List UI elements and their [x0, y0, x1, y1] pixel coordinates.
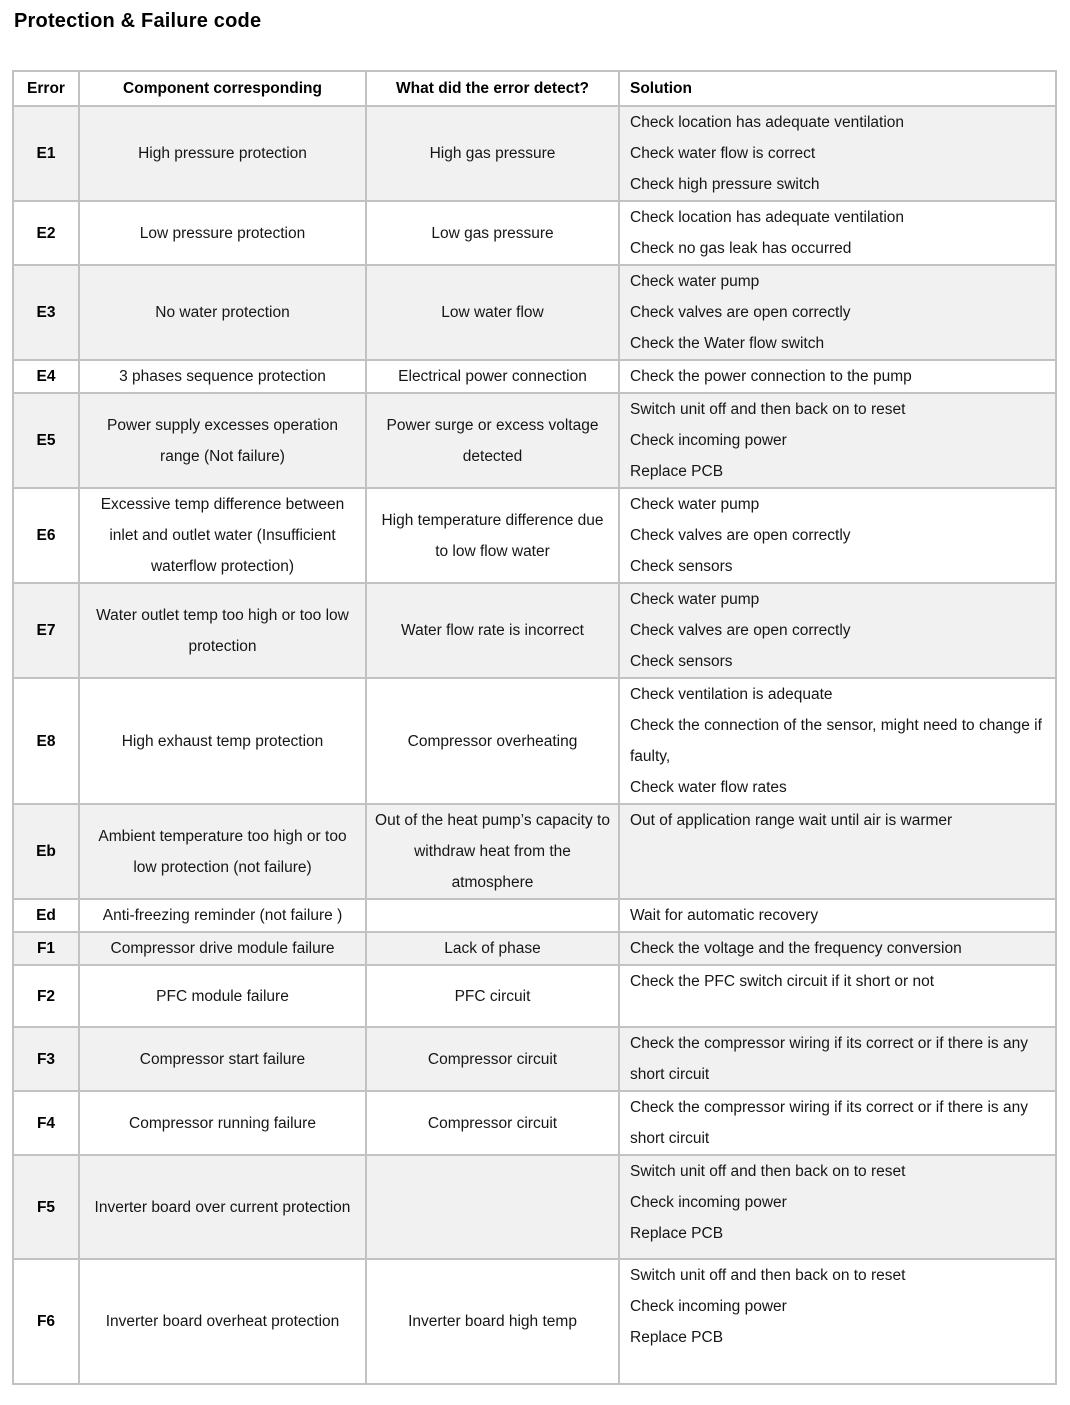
solution-cell — [619, 965, 1056, 1027]
table-row — [13, 393, 1056, 488]
error-code: Eb — [36, 843, 56, 860]
solution-cell — [619, 678, 1056, 804]
table-row — [13, 1091, 1056, 1155]
table-row — [13, 1155, 1056, 1259]
component-cell: 3 phases sequence protection — [79, 360, 366, 393]
header-detect: What did the error detect? — [366, 71, 619, 106]
error-code-cell — [13, 932, 79, 965]
component-cell: High exhaust temp protection — [79, 678, 366, 804]
solution-line: Switch unit off and then back on to reset — [630, 1163, 906, 1180]
component-cell: Compressor start failure — [79, 1027, 366, 1091]
error-code: F3 — [36, 1050, 56, 1068]
component-cell: Ambient temperature too high or too low protection (not failure) — [79, 804, 366, 899]
solution-line: Check the PFC switch circuit if it short or not — [630, 973, 935, 990]
solution-line: Check ventilation is adequate — [630, 686, 833, 703]
error-code-cell — [13, 804, 79, 899]
detect-cell: High gas pressure — [366, 106, 619, 201]
failure-code-table — [12, 70, 1057, 1385]
solution-cell — [619, 265, 1056, 360]
solution-cell — [619, 583, 1056, 678]
solution-line: Replace PCB — [630, 1329, 724, 1346]
solution-line: Check incoming power — [630, 1194, 787, 1211]
detect-cell: Out of the heat pump’s capacity to withdraw heat from the atmosphere — [366, 804, 619, 899]
error-code: E4 — [36, 368, 56, 385]
solution-cell — [619, 393, 1056, 488]
solution-line: Replace PCB — [630, 463, 724, 480]
solution-line: Check valves are open correctly — [630, 304, 851, 321]
error-code-cell — [13, 899, 79, 932]
error-code-cell — [13, 1155, 79, 1259]
component-cell: Low pressure protection — [79, 201, 366, 265]
component-cell: High pressure protection — [79, 106, 366, 201]
detect-cell: PFC circuit — [366, 965, 619, 1027]
error-code-cell — [13, 1027, 79, 1091]
solution-cell — [619, 1091, 1056, 1155]
solution-line: Check the connection of the sensor, might need to change if faulty, — [630, 717, 1042, 765]
detect-cell: Compressor circuit — [366, 1027, 619, 1091]
table-row — [13, 1027, 1056, 1091]
component-cell: Compressor running failure — [79, 1091, 366, 1155]
error-code: E3 — [36, 304, 56, 321]
solution-line: Check water pump — [630, 496, 760, 513]
detect-cell: High temperature difference due to low flow water — [366, 488, 619, 583]
error-code: F2 — [36, 987, 56, 1005]
error-code-cell — [13, 488, 79, 583]
table-header — [13, 71, 1056, 106]
component-cell: Inverter board overheat protection — [79, 1259, 366, 1384]
solution-line: Out of application range wait until air is warmer — [630, 812, 953, 829]
page-title: Protection & Failure code — [14, 10, 262, 32]
solution-cell — [619, 201, 1056, 265]
solution-line: Check location has adequate ventilation — [630, 209, 905, 226]
detect-cell: Low gas pressure — [366, 201, 619, 265]
detect-cell — [366, 899, 619, 932]
error-code-cell — [13, 393, 79, 488]
error-code: F6 — [36, 1313, 56, 1330]
component-cell: Inverter board over current protection — [79, 1155, 366, 1259]
component-cell: PFC module failure — [79, 965, 366, 1027]
table-row — [13, 965, 1056, 1027]
solution-line: Check water flow is correct — [630, 145, 816, 162]
detect-cell: Lack of phase — [366, 932, 619, 965]
error-code-cell — [13, 678, 79, 804]
error-code: E5 — [36, 432, 56, 449]
table-body — [13, 106, 1056, 1384]
component-cell: Power supply excesses operation range (Not failure) — [79, 393, 366, 488]
detect-cell: Electrical power connection — [366, 360, 619, 393]
table-row — [13, 488, 1056, 583]
error-code: E7 — [36, 622, 56, 639]
error-code: E8 — [36, 732, 56, 750]
solution-line: Check water flow rates — [630, 779, 787, 796]
solution-line: Check location has adequate ventilation — [630, 114, 905, 131]
error-code-cell — [13, 965, 79, 1027]
component-cell: Water outlet temp too high or too low protection — [79, 583, 366, 678]
error-code-cell — [13, 1091, 79, 1155]
header-solution: Solution — [619, 71, 1056, 106]
component-cell: No water protection — [79, 265, 366, 360]
solution-line: Check incoming power — [630, 432, 787, 449]
error-code: F1 — [36, 940, 56, 957]
header-row — [13, 71, 1056, 106]
solution-line: Check water pump — [630, 591, 760, 608]
solution-line: Replace PCB — [630, 1225, 724, 1242]
error-code: F5 — [36, 1198, 56, 1216]
component-cell: Anti-freezing reminder (not failure ) — [79, 899, 366, 932]
error-code-cell — [13, 106, 79, 201]
solution-line: Check the Water flow switch — [630, 335, 825, 352]
detect-cell: Low water flow — [366, 265, 619, 360]
solution-line: Check the voltage and the frequency conversion — [630, 940, 962, 957]
solution-line: Wait for automatic recovery — [630, 907, 819, 924]
table-row — [13, 804, 1056, 899]
solution-line: Check incoming power — [630, 1298, 787, 1315]
detect-cell — [366, 1155, 619, 1259]
solution-line: Check valves are open correctly — [630, 527, 851, 544]
solution-line: Check sensors — [630, 558, 733, 575]
solution-cell — [619, 804, 1056, 899]
solution-line: Check sensors — [630, 653, 733, 670]
table-row — [13, 932, 1056, 965]
solution-cell — [619, 488, 1056, 583]
detect-cell: Water flow rate is incorrect — [366, 583, 619, 678]
table-row — [13, 106, 1056, 201]
solution-cell — [619, 360, 1056, 393]
table-row — [13, 201, 1056, 265]
solution-line: Check water pump — [630, 273, 760, 290]
error-code-cell — [13, 201, 79, 265]
solution-cell — [619, 1027, 1056, 1091]
table-row — [13, 360, 1056, 393]
error-code: Ed — [36, 907, 56, 924]
detect-cell: Compressor circuit — [366, 1091, 619, 1155]
table-row — [13, 899, 1056, 932]
error-code-cell — [13, 360, 79, 393]
table-row — [13, 265, 1056, 360]
error-code: E2 — [36, 224, 56, 242]
solution-cell — [619, 106, 1056, 201]
error-code-cell — [13, 583, 79, 678]
table-row — [13, 1259, 1056, 1384]
detect-cell: Inverter board high temp — [366, 1259, 619, 1384]
component-cell: Excessive temp difference between inlet and outlet water (Insufficient waterflow protection) — [79, 488, 366, 583]
solution-cell — [619, 932, 1056, 965]
solution-line: Switch unit off and then back on to reset — [630, 401, 906, 418]
solution-cell — [619, 899, 1056, 932]
header-error: Error — [13, 71, 79, 106]
detect-cell: Power surge or excess voltage detected — [366, 393, 619, 488]
error-code-cell — [13, 265, 79, 360]
table-row — [13, 678, 1056, 804]
solution-line: Check no gas leak has occurred — [630, 240, 852, 257]
error-code: F4 — [36, 1114, 56, 1132]
solution-line: Check the compressor wiring if its correct or if there is any short circuit — [630, 1035, 1028, 1083]
solution-line: Check the power connection to the pump — [630, 368, 912, 385]
table-row — [13, 583, 1056, 678]
solution-cell — [619, 1155, 1056, 1259]
solution-line: Check high pressure switch — [630, 176, 820, 193]
error-code: E1 — [36, 145, 56, 162]
header-component: Component corresponding — [79, 71, 366, 106]
solution-cell — [619, 1259, 1056, 1384]
error-code: E6 — [36, 527, 56, 544]
error-code-cell — [13, 1259, 79, 1384]
solution-line: Check the compressor wiring if its correct or if there is any short circuit — [630, 1099, 1028, 1147]
solution-line: Check valves are open correctly — [630, 622, 851, 639]
detect-cell: Compressor overheating — [366, 678, 619, 804]
solution-line: Switch unit off and then back on to reset — [630, 1267, 906, 1284]
component-cell: Compressor drive module failure — [79, 932, 366, 965]
